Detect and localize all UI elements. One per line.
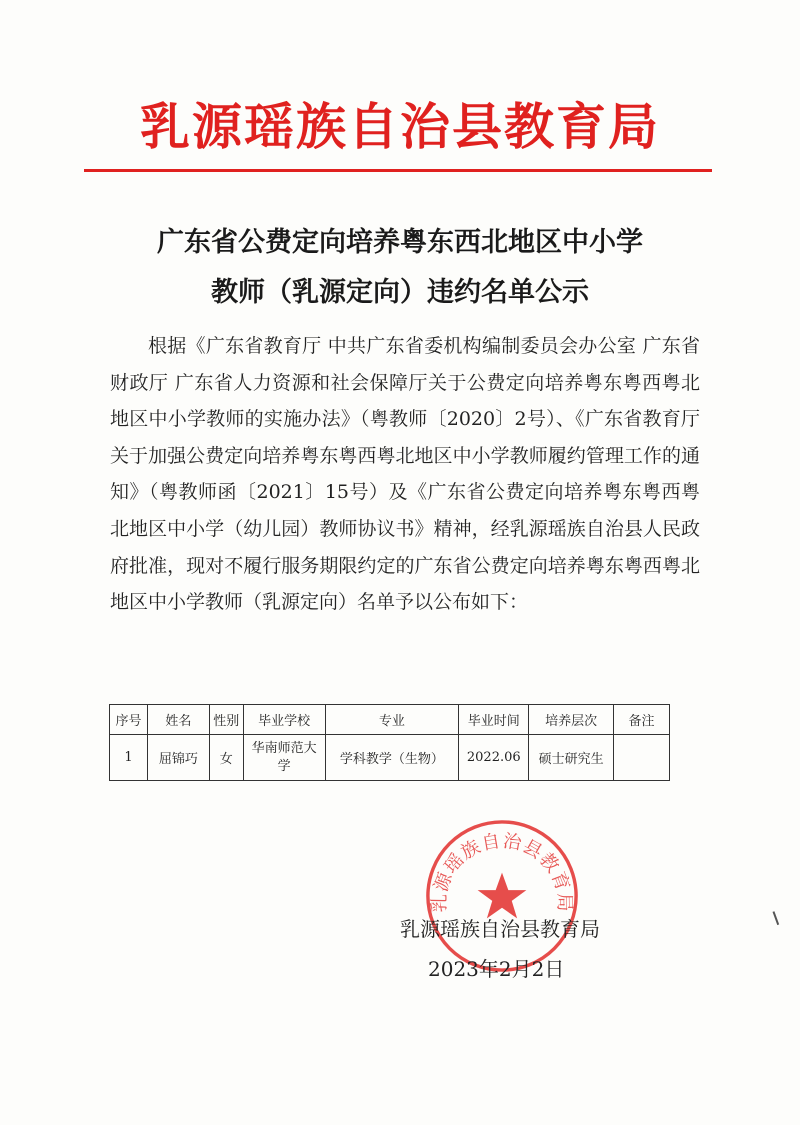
column-header: 性别 [209,705,243,735]
column-header: 专业 [325,705,459,735]
cell-school: 华南师范大学 [243,735,325,781]
table-row [110,735,670,781]
column-header: 毕业学校 [243,705,325,735]
document-title [0,218,800,318]
violation-list-table [109,704,670,781]
column-header: 毕业时间 [459,705,529,735]
table-header-row [110,705,670,735]
cell-no: 1 [110,735,148,781]
column-header: 姓名 [147,705,209,735]
cell-grad-date: 2022.06 [459,735,529,781]
column-header: 培养层次 [529,705,614,735]
signature-org: 乳源瑶族自治县教育局 [400,917,600,941]
document-title-line-1: 广东省公费定向培养粤东西北地区中小学 [157,227,643,258]
org-header: 乳源瑶族自治县教育局 [140,97,660,156]
document-title-line-2: 教师（乳源定向）违约名单公示 [211,277,589,308]
star-icon [478,873,527,919]
column-header: 备注 [614,705,670,735]
cell-level: 硕士研究生 [529,735,614,781]
cell-note [614,735,670,781]
official-seal [424,818,580,974]
document-body [110,328,700,621]
scan-edge-mark [768,911,779,927]
seal-text: 乳源瑶族自治县教育局 [429,830,575,913]
signature-date: 2023年2月2日 [428,957,565,981]
body-paragraph: 根据《广东省教育厅 中共广东省委机构编制委员会办公室 广东省财政厅 广东省人力资源和社会保障厅关于公费定向培养粤东粤西粤北地区中小学教师的实施办法》（粤教师〔2020〕2号）、《广东省教育厅关于加强公费定向培养粤东粤西粤北地区中小学教师履约管理工作的通知》（粤教师函〔2021〕15号）及《广东省公费定向培养粤东粤西粤北地区中小学（幼儿园）教师协议书》精神，经乳源瑶族自治县人民政府批准，现对不履行服务期限约定的广东省公费定向培养粤东粤西粤北地区中小学教师（乳源定向）名单予以公布如下： [110,335,700,614]
column-header: 序号 [110,705,148,735]
cell-name: 屈锦巧 [147,735,209,781]
cell-gender: 女 [209,735,243,781]
header-red-rule [84,169,712,172]
cell-major: 学科教学（生物） [325,735,459,781]
